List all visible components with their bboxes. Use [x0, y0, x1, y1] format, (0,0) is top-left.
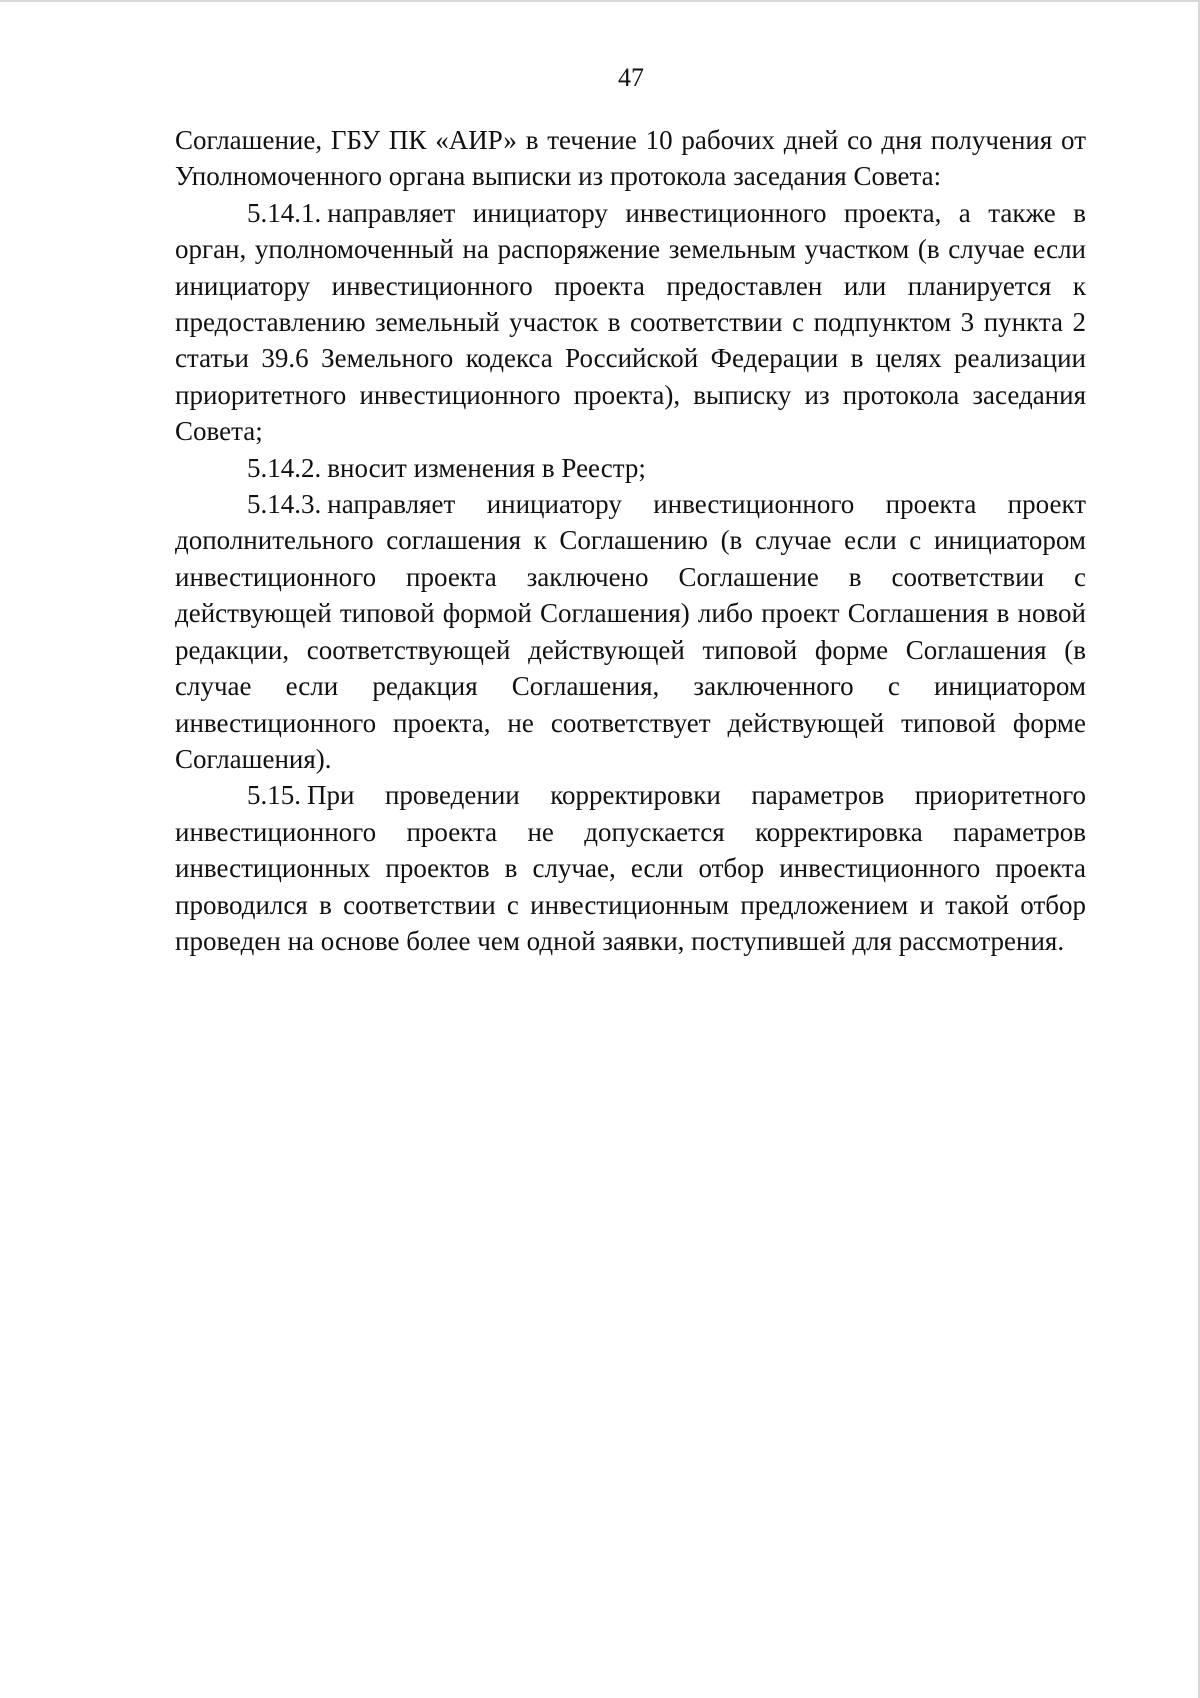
document-body [175, 122, 1086, 959]
page-number: 47 [618, 63, 644, 92]
clause-number: 5.15. [247, 780, 301, 811]
paragraph-text: направляет инициатору инвестиционного проекта, а также в орган, уполномоченный на распоряжение земельным участком (в случае если инициатору инвестиционного проекта предоставлен или планируется к предоставлению земельный участок в соответствии с подпунктом 3 пункта 2 статьи 39.6 Земельного кодекса Российской Федерации в целях реализации приоритетного инвестиционного проекта), выписку из протокола заседания Совета; [175, 197, 1086, 447]
scan-edge-top [0, 0, 1200, 2]
clause-number: 5.14.2. [247, 452, 322, 483]
paragraph-text: При проведении корректировки параметров приоритетного инвестиционного проекта не допускается корректировка параметров инвестиционных проектов в случае, если отбор инвестиционного проекта проводился в соответствии с инвестиционным предложением и такой отбор проведен на основе более чем одной заявки, поступившей для рассмотрения. [175, 780, 1086, 956]
paragraph-5-14-3 [175, 486, 1086, 777]
paragraph-continuation [175, 122, 1086, 195]
clause-number: 5.14.1. [247, 197, 322, 228]
paragraph-text: Соглашение, ГБУ ПК «АИР» в течение 10 рабочих дней со дня получения от Уполномоченного органа выписки из протокола заседания Совета: [175, 125, 1086, 192]
paragraph-5-15 [175, 777, 1086, 959]
paragraph-text: вносит изменения в Реестр; [327, 452, 646, 483]
paragraph-5-14-1 [175, 195, 1086, 450]
paragraph-text: направляет инициатору инвестиционного проекта проект дополнительного соглашения к Соглашению (в случае если с инициатором инвестиционного проекта заключено Соглашение в соответствии с действующей типовой формой Соглашения) либо проект Соглашения в новой редакции, соответствующей действующей типовой форме Соглашения (в случае если редакция Соглашения, заключенного с инициатором инвестиционного проекта, не соответствует действующей типовой форме Соглашения). [175, 489, 1086, 774]
clause-number: 5.14.3. [247, 489, 322, 520]
paragraph-5-14-2 [175, 450, 1086, 486]
